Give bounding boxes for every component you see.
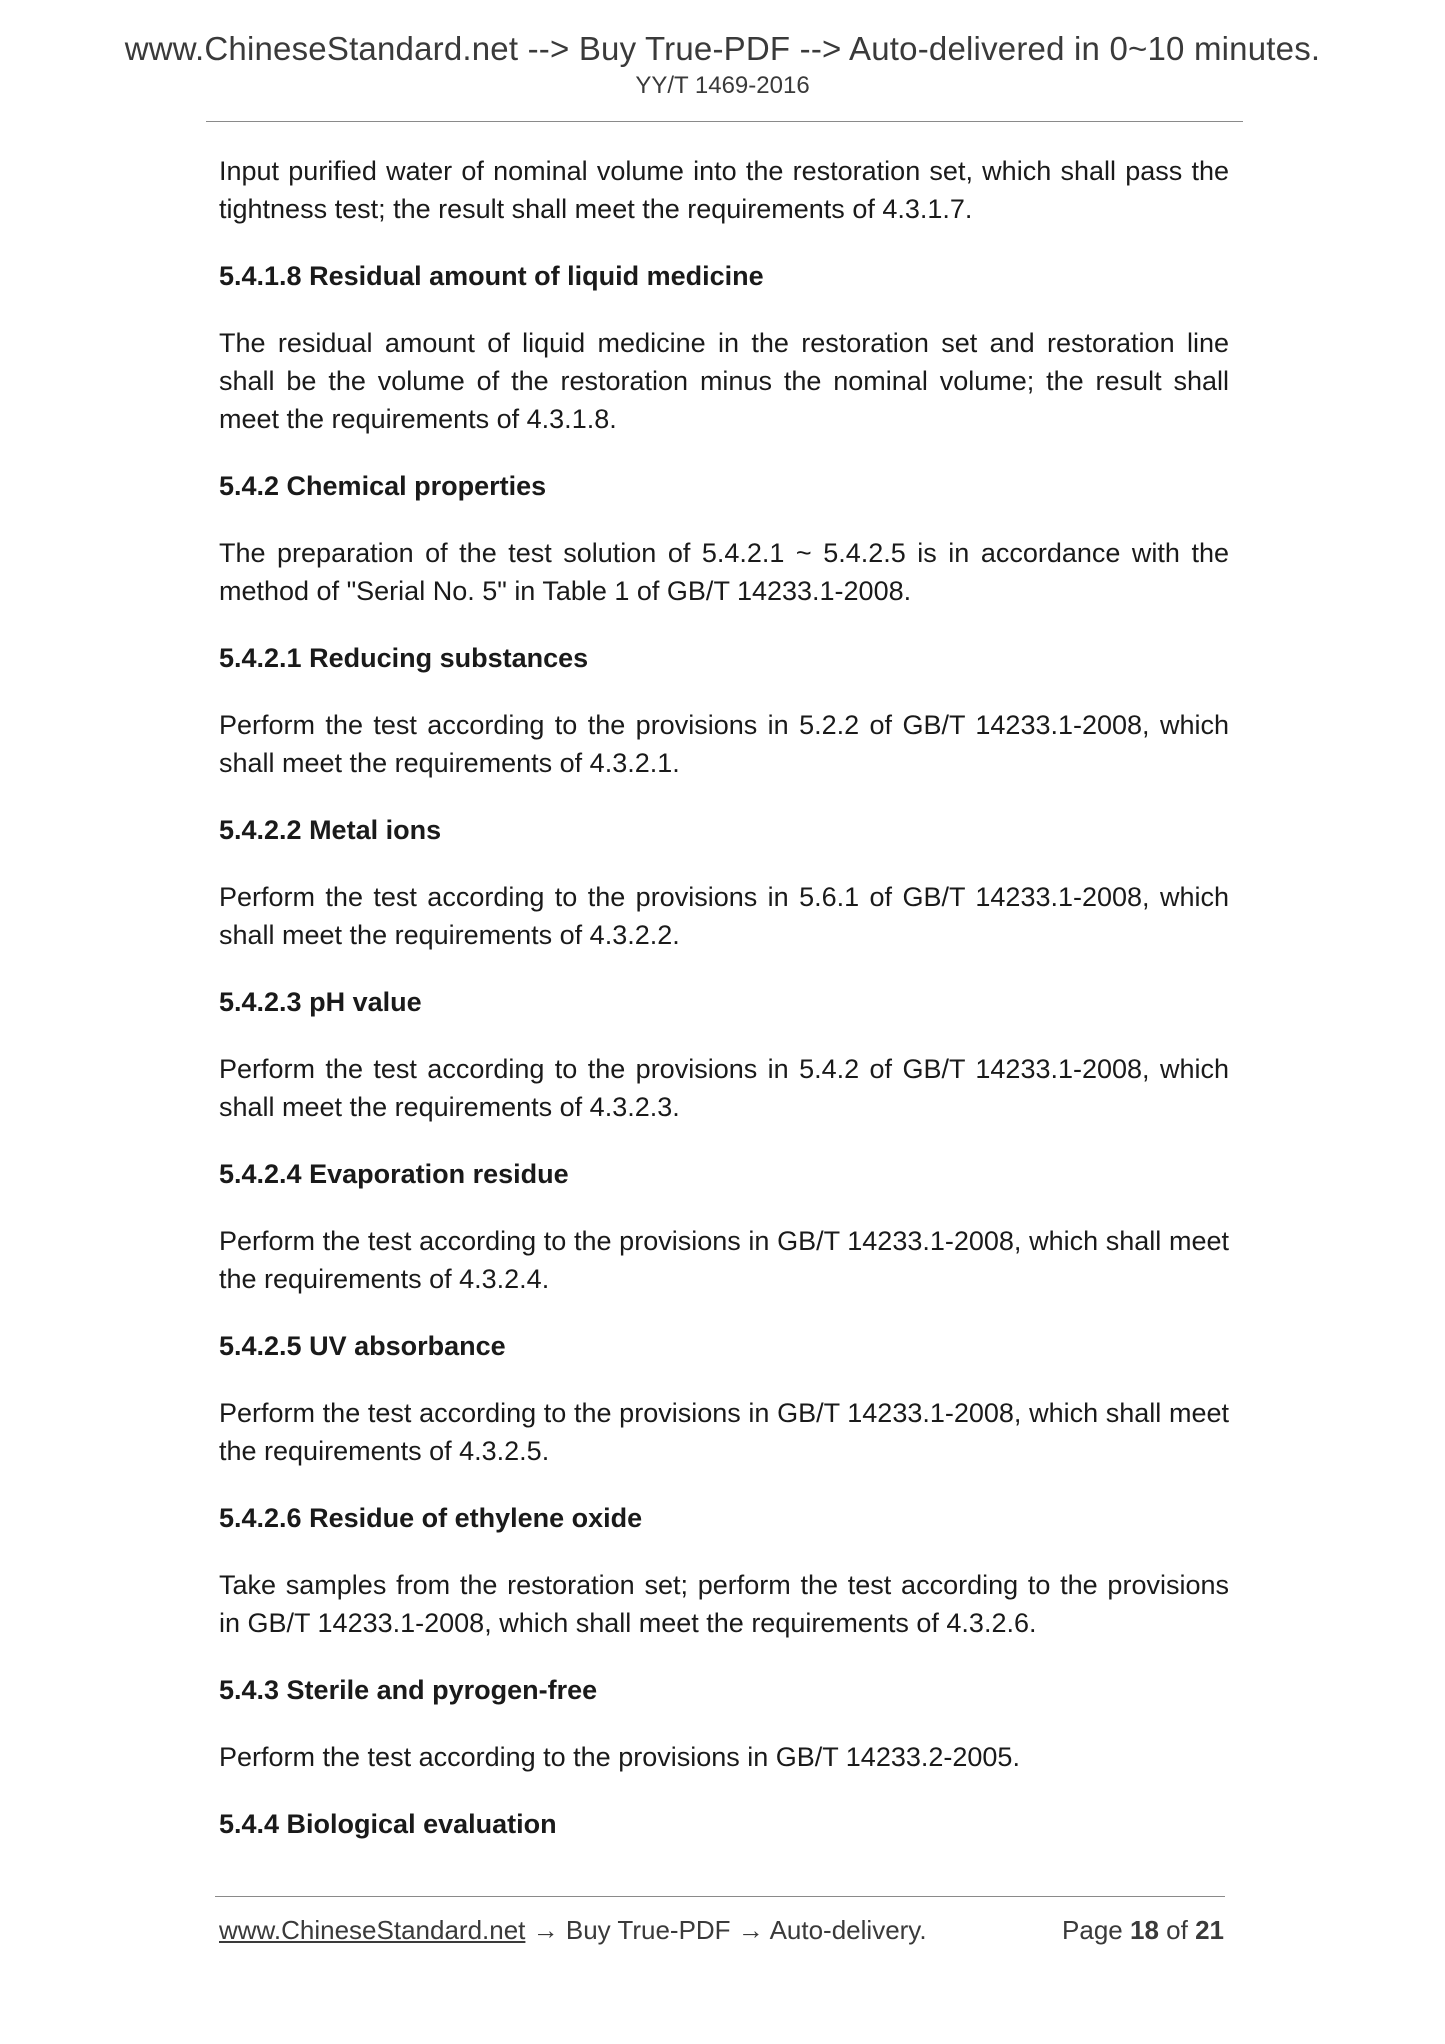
- header-divider: [206, 121, 1243, 122]
- body-paragraph: Input purified water of nominal volume into the restoration set, which shall pass the tightness test; the result shall meet the requirements of 4.3.1.7.: [219, 156, 1229, 224]
- section-heading: 5.4.3 Sterile and pyrogen-free: [219, 1675, 598, 1705]
- body-paragraph: Perform the test according to the provisions in 5.6.1 of GB/T 14233.1-2008, which shall meet the requirements of 4.3.2.2.: [219, 882, 1229, 950]
- section-heading: 5.4.1.8 Residual amount of liquid medicine: [219, 261, 764, 291]
- document-code: YY/T 1469-2016: [635, 72, 810, 99]
- footer-divider: [215, 1896, 1225, 1897]
- of-label: of: [1166, 1915, 1188, 1945]
- body-paragraph: Perform the test according to the provisions in 5.4.2 of GB/T 14233.1-2008, which shall meet the requirements of 4.3.2.3.: [219, 1054, 1229, 1122]
- footer-tagline: → Buy True-PDF → Auto-delivery.: [525, 1915, 927, 1945]
- body-paragraph: Perform the test according to the provisions in 5.2.2 of GB/T 14233.1-2008, which shall meet the requirements of 4.3.2.1.: [219, 710, 1229, 778]
- section-heading: 5.4.4 Biological evaluation: [219, 1809, 557, 1839]
- section-heading: 5.4.2 Chemical properties: [219, 471, 547, 501]
- body-paragraph: Take samples from the restoration set; perform the test according to the provisions in GB/T 14233.1-2008, which shall meet the requirements of 4.3.2.6.: [219, 1570, 1229, 1638]
- section-heading: 5.4.2.6 Residue of ethylene oxide: [219, 1503, 643, 1533]
- page-footer: [219, 1915, 1224, 1946]
- section-heading: 5.4.2.1 Reducing substances: [219, 643, 589, 673]
- body-paragraph: Perform the test according to the provisions in GB/T 14233.2-2005.: [219, 1742, 1020, 1772]
- page-number: 18: [1130, 1915, 1159, 1945]
- document-body: [219, 152, 1229, 1872]
- page-label: Page: [1062, 1915, 1123, 1945]
- section-heading: 5.4.2.4 Evaporation residue: [219, 1159, 569, 1189]
- page-indicator: [1062, 1915, 1224, 1946]
- section-heading: 5.4.2.2 Metal ions: [219, 815, 442, 845]
- section-heading: 5.4.2.3 pH value: [219, 987, 422, 1017]
- section-heading: 5.4.2.5 UV absorbance: [219, 1331, 506, 1361]
- body-paragraph: Perform the test according to the provisions in GB/T 14233.1-2008, which shall meet the requirements of 4.3.2.5.: [219, 1398, 1229, 1466]
- page-total: 21: [1195, 1915, 1224, 1945]
- body-paragraph: The preparation of the test solution of 5.4.2.1 ~ 5.4.2.5 is in accordance with the method of "Serial No. 5" in Table 1 of GB/T 14233.1-2008.: [219, 538, 1229, 606]
- source-banner: www.ChineseStandard.net --> Buy True-PDF --> Auto-delivered in 0~10 minutes.: [124, 30, 1321, 67]
- body-paragraph: The residual amount of liquid medicine in the restoration set and restoration line shall be the volume of the restoration minus the nominal volume; the result shall meet the requirements of 4.3.1.8.: [219, 328, 1229, 434]
- body-paragraph: Perform the test according to the provisions in GB/T 14233.1-2008, which shall meet the requirements of 4.3.2.4.: [219, 1226, 1229, 1294]
- footer-site-link[interactable]: www.ChineseStandard.net: [219, 1915, 526, 1945]
